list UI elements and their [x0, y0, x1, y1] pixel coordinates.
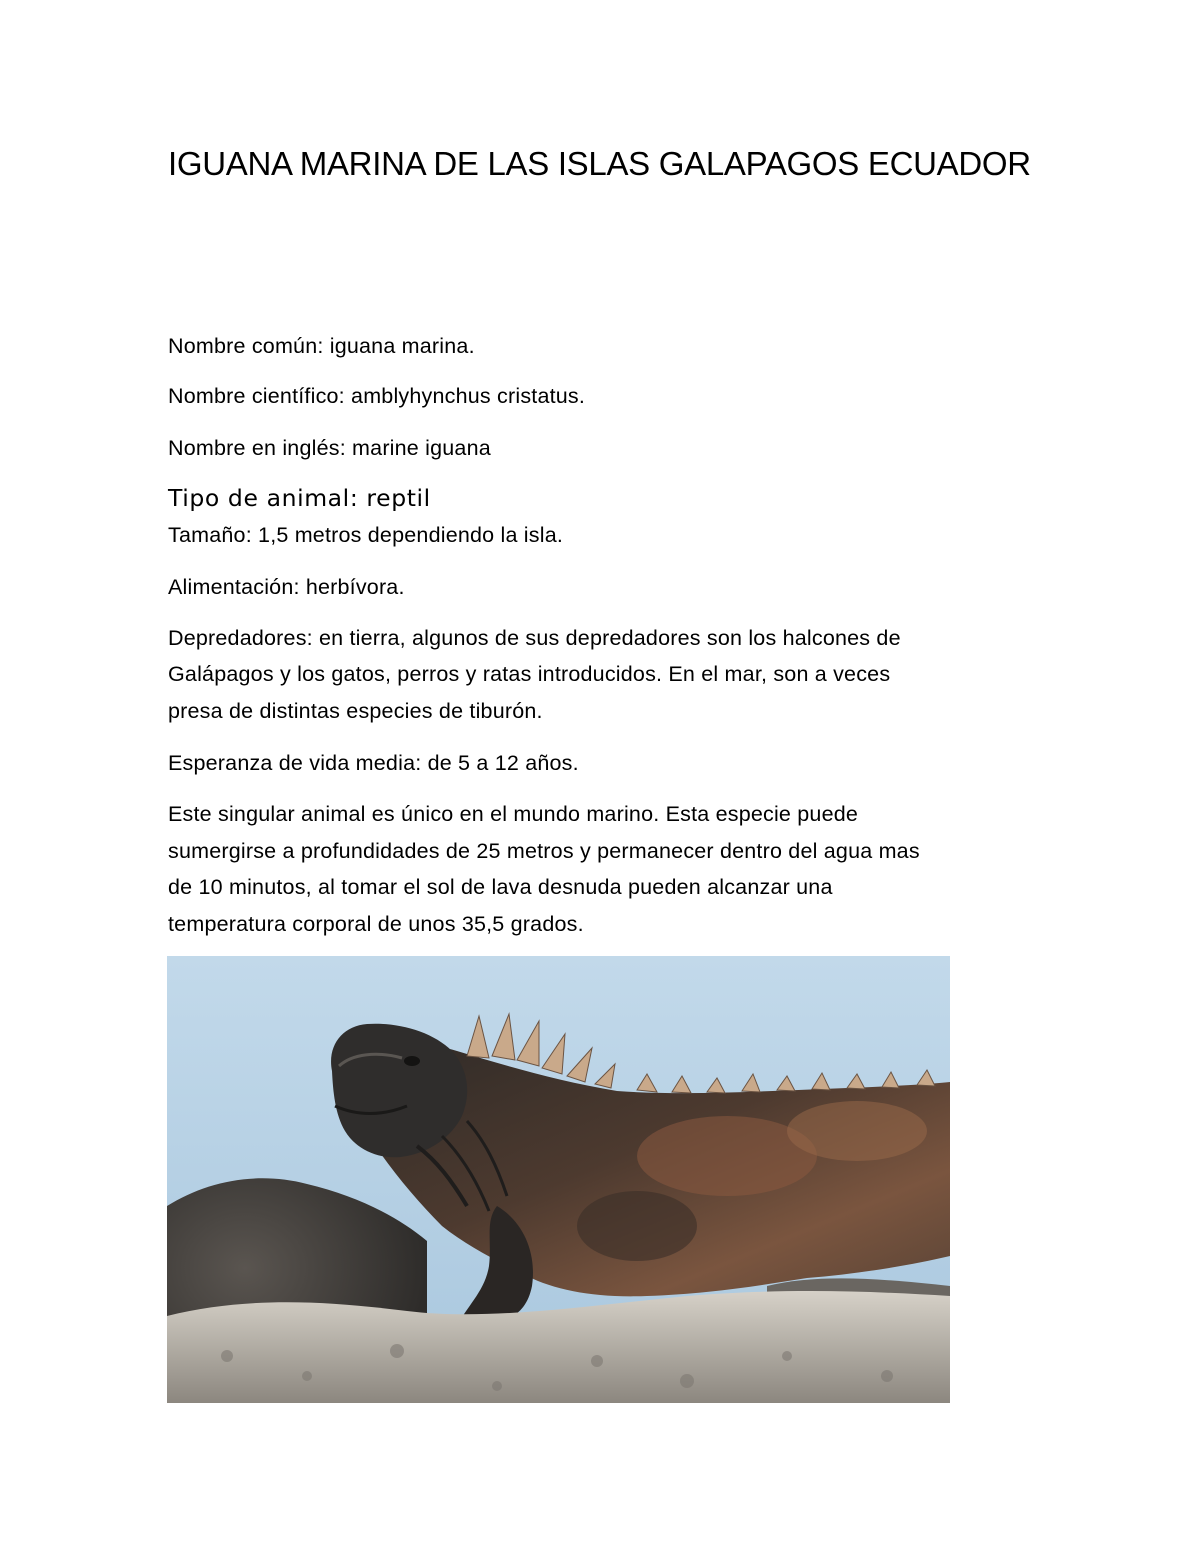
tamano-line: Tamaño: 1,5 metros dependiendo la isla. [168, 523, 564, 547]
body-patch [577, 1191, 697, 1261]
nombre-cientifico-line: Nombre científico: amblyhynchus cristatus. [168, 384, 586, 408]
depredadores-line-2: Galápagos y los gatos, perros y ratas introducidos. En el mar, son a veces [168, 662, 891, 686]
iguana-eye [404, 1056, 420, 1066]
iguana-illustration [167, 956, 950, 1403]
alimentacion-line: Alimentación: herbívora. [168, 575, 405, 599]
nombre-comun-line: Nombre común: iguana marina. [168, 334, 475, 358]
document-title: IGUANA MARINA DE LAS ISLAS GALAPAGOS ECUADOR [168, 145, 1031, 182]
iguana-photo [167, 956, 950, 1403]
tipo-animal-line: Tipo de animal: reptil [168, 484, 431, 512]
descripcion-line-2: sumergirse a profundidades de 25 metros y permanecer dentro del agua mas [168, 839, 920, 863]
depredadores-line-1: Depredadores: en tierra, algunos de sus depredadores son los halcones de [168, 626, 901, 650]
body-patch [787, 1101, 927, 1161]
esperanza-line: Esperanza de vida media: de 5 a 12 años. [168, 751, 579, 775]
descripcion-line-1: Este singular animal es único en el mundo marino. Esta especie puede [168, 802, 859, 826]
descripcion-line-3: de 10 minutos, al tomar el sol de lava desnuda pueden alcanzar una [168, 875, 833, 899]
depredadores-line-3: presa de distintas especies de tiburón. [168, 699, 543, 723]
descripcion-line-4: temperatura corporal de unos 35,5 grados. [168, 912, 584, 936]
nombre-ingles-line: Nombre en inglés: marine iguana [168, 436, 491, 460]
